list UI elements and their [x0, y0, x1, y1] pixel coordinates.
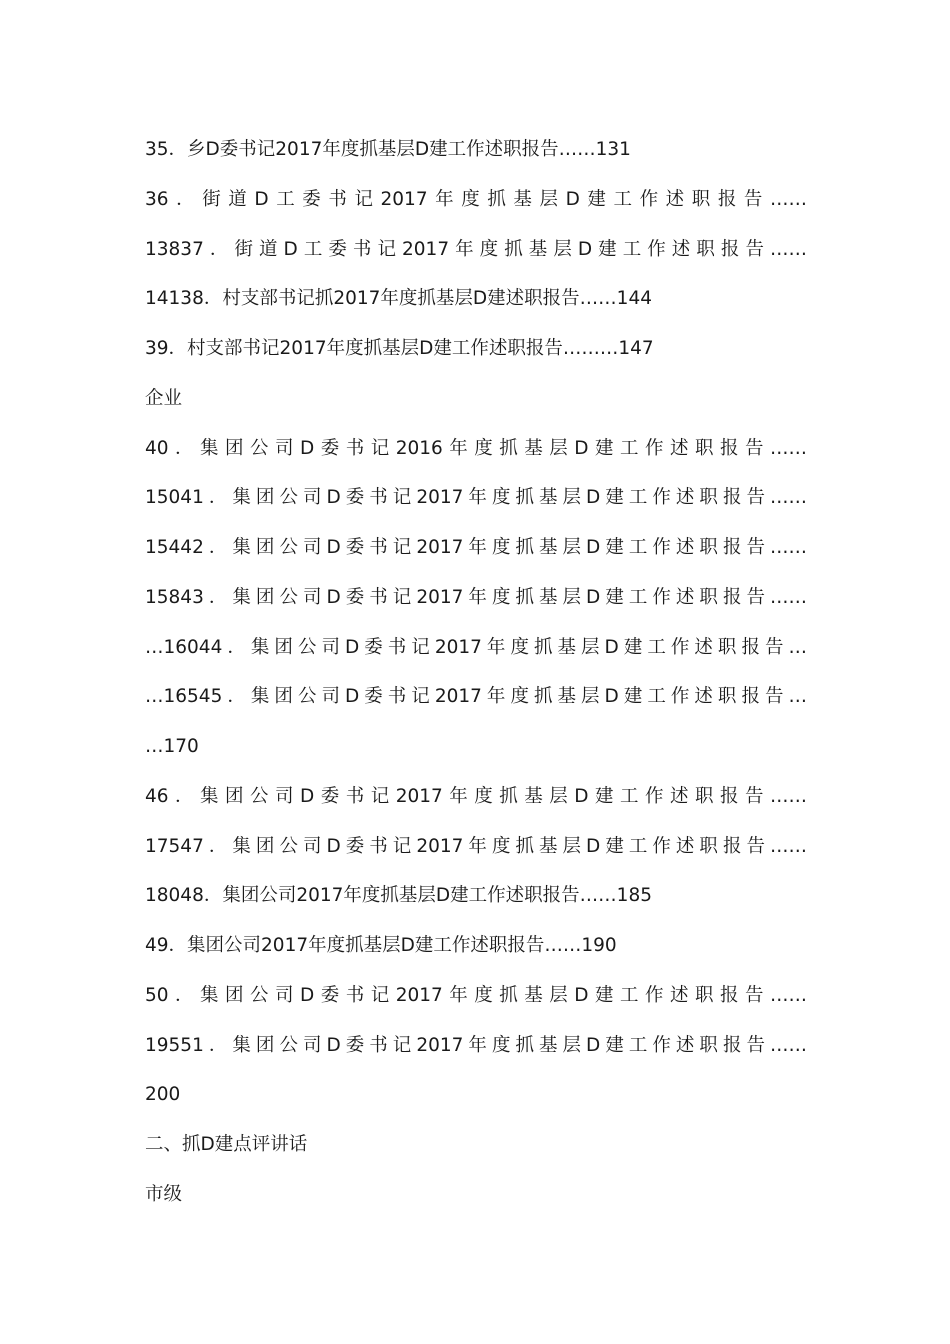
toc-line: 36．街道D工委书记2017年度抓基层D建工作述职报告……	[145, 188, 807, 210]
toc-line: 15041．集团公司D委书记2017年度抓基层D建工作述职报告……	[145, 487, 807, 509]
toc-line: 企业	[145, 387, 183, 409]
toc-line: …170	[145, 736, 199, 757]
document-page	[145, 136, 807, 1231]
toc-line: 46．集团公司D委书记2017年度抓基层D建工作述职报告……	[145, 785, 807, 807]
toc-line: 17547．集团公司D委书记2017年度抓基层D建工作述职报告……	[145, 835, 807, 857]
toc-line: …16545．集团公司D委书记2017年度抓基层D建工作述职报告…	[145, 686, 807, 708]
toc-line: 35．乡D委书记2017年度抓基层D建工作述职报告……131	[145, 139, 631, 160]
toc-line: 15442．集团公司D委书记2017年度抓基层D建工作述职报告……	[145, 537, 807, 558]
toc-line: 49．集团公司2017年度抓基层D建工作述职报告……190	[145, 935, 617, 956]
toc-line: 14138．村支部书记抓2017年度抓基层D建述职报告……144	[145, 288, 652, 310]
toc-line: 二、抓D建点评讲话	[145, 1134, 308, 1155]
toc-line: 19551．集团公司D委书记2017年度抓基层D建工作述职报告……	[145, 1034, 807, 1056]
toc-line: 市级	[145, 1183, 183, 1205]
toc-line: 15843．集团公司D委书记2017年度抓基层D建工作述职报告……	[145, 586, 807, 608]
toc-line: 13837．街道D工委书记2017年度抓基层D建工作述职报告……	[145, 238, 807, 260]
toc-line: 50．集团公司D委书记2017年度抓基层D建工作述职报告……	[145, 984, 807, 1006]
toc-line: 39．村支部书记2017年度抓基层D建工作述职报告………147	[145, 338, 654, 359]
toc-line: 40．集团公司D委书记2016年度抓基层D建工作述职报告……	[145, 437, 807, 459]
toc-line: 18048．集团公司2017年度抓基层D建工作述职报告……185	[145, 885, 652, 907]
toc-line: 200	[145, 1084, 181, 1106]
toc-line: …16044．集团公司D委书记2017年度抓基层D建工作述职报告…	[145, 636, 807, 658]
